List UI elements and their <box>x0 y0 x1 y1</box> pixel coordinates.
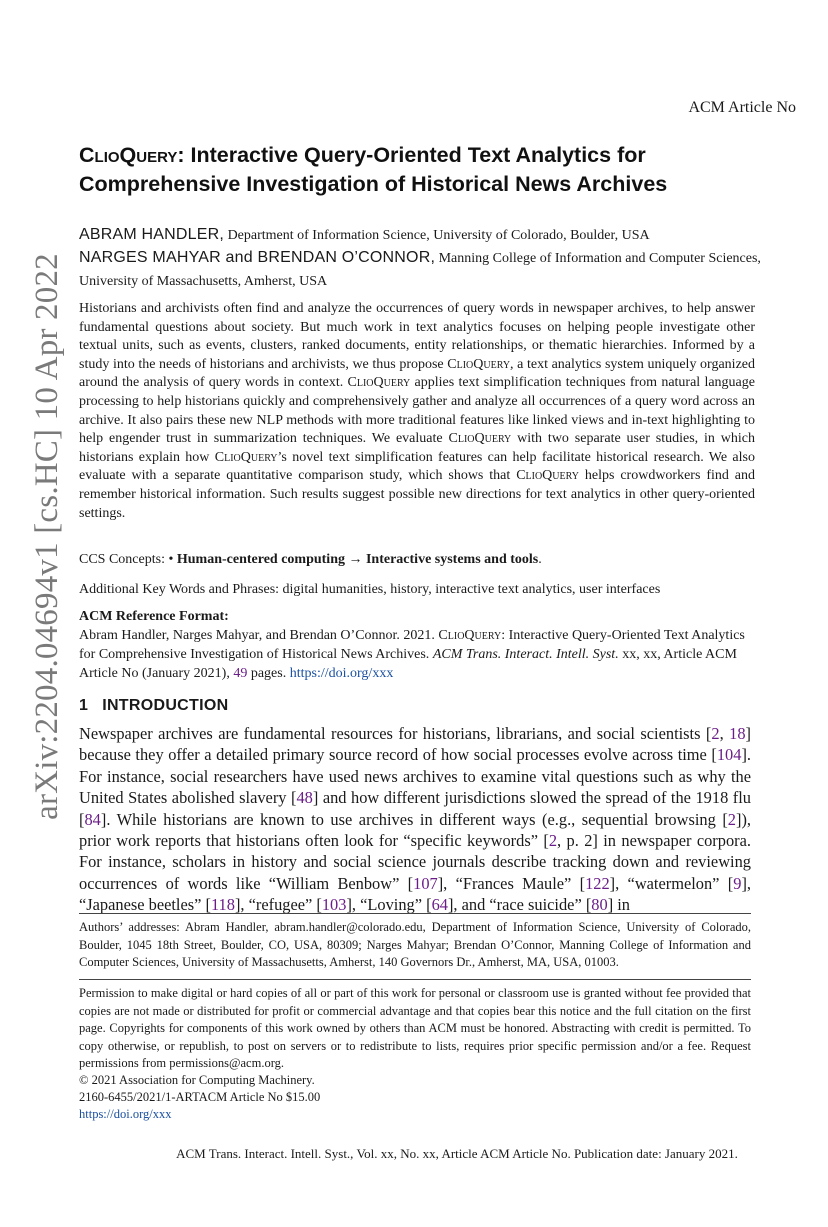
author-name: NARGES MAHYAR and BRENDAN O’CONNOR, <box>79 249 436 266</box>
system-name: ClioQuery <box>447 356 511 372</box>
author-name: ABRAM HANDLER, <box>79 226 225 243</box>
reference-format: Abram Handler, Narges Mahyar, and Brendan O’Connor. 2021. ClioQuery: Interactive Query-Oriented Text Analytics for Comprehensive Investigation of Historical News Archives. ACM Trans. Interact. Intell. Syst. xx, xx, Article ACM Article No (January 2021), 49 pages. https://doi.org/xxx <box>79 628 745 681</box>
citation-link[interactable]: 48 <box>296 788 313 808</box>
permission-notice: Permission to make digital or hard copies of all or part of this work for personal or classroom use is granted without fee provided that copies are not made or distributed for profit or commercial advantage and that copies bear this notice and the full citation on the first page. Copyrights for components of this work owned by others than ACM must be honored. Abstracting with credit is permitted. To copy otherwise, or republish, to post on servers or to redistribute to lists, requires prior specific permission and/or a fee. Request permissions from permissions@acm.org. <box>79 986 751 1071</box>
author-line-2 <box>79 246 769 293</box>
citation-link[interactable]: 9 <box>733 873 742 893</box>
citation-link[interactable]: 18 <box>729 724 746 743</box>
footer-doi-link[interactable]: https://doi.org/xxx <box>79 1107 172 1121</box>
system-name: ClioQuery <box>516 468 579 484</box>
system-name: ClioQuery <box>214 449 278 465</box>
section-heading-introduction <box>79 697 228 715</box>
citation-link[interactable]: 107 <box>413 873 438 893</box>
title-text: : Interactive Query-Oriented Text Analytics for Comprehensive Investigation of Historical News Archives <box>79 143 668 196</box>
title-system-name: ClioQuery <box>79 143 178 167</box>
system-name: ClioQuery <box>448 431 512 447</box>
arxiv-identifier-stamp: arXiv:2204.04694v1 [cs.HC] 10 Apr 2022 <box>28 252 65 820</box>
citation-link[interactable]: 118 <box>210 895 235 915</box>
system-name: ClioQuery <box>347 375 411 391</box>
authors-addresses: Authors’ addresses: Abram Handler, abram.handler@colorado.edu, Department of Information Science, University of Colorado, Boulder, 1045 18th Street, Boulder, CO, USA, 80309; Narges Mahyar; Brendan O’Connor, Manning College of Information and Computer Sciences, University of Massachusetts, Amherst, 140 Governors Dr., Amherst, MA, USA, 01003. <box>79 920 751 970</box>
citation-link[interactable]: 2 <box>727 809 736 829</box>
author-affiliation: Manning College of Information and Computer Sciences, University of Massachusetts, Amherst, USA <box>79 251 761 289</box>
running-header: ACM Article No <box>688 99 796 116</box>
citation-link[interactable]: 64 <box>431 895 448 915</box>
author-affiliation: Department of Information Science, University of Colorado, Boulder, USA <box>224 228 650 243</box>
reference-heading: ACM Reference Format: <box>79 609 229 624</box>
citation-link[interactable]: 104 <box>716 745 742 765</box>
system-name: ClioQuery <box>438 628 502 643</box>
issn-line: 2160-6455/2021/1-ARTACM Article No $15.00 <box>79 1090 321 1104</box>
permission-divider <box>79 979 751 980</box>
journal-name: ACM Trans. Interact. Intell. Syst. <box>432 647 619 662</box>
page-footer: ACM Trans. Interact. Intell. Syst., Vol. xx, No. xx, Article ACM Article No. Publication date: January 2021. <box>176 1146 738 1161</box>
author-line-1 <box>79 223 769 247</box>
section-title: INTRODUCTION <box>102 697 229 714</box>
ccs-concepts: CCS Concepts: • Human-centered computing → Interactive systems and tools. <box>79 552 542 567</box>
paper-title <box>79 141 779 199</box>
pages-link[interactable]: 49 <box>233 666 248 681</box>
footnote-divider <box>79 913 751 914</box>
citation-link[interactable]: 2 <box>548 831 558 851</box>
citation-link[interactable]: 122 <box>585 873 610 893</box>
section-number: 1 <box>79 697 89 714</box>
citation-link[interactable]: 103 <box>321 895 347 915</box>
citation-link[interactable]: 80 <box>591 895 608 915</box>
citation-link[interactable]: 2 <box>711 724 720 743</box>
copyright-line: © 2021 Association for Computing Machinery. <box>79 1073 315 1087</box>
introduction-paragraph: Newspaper archives are fundamental resources for historians, librarians, and social scientists [2, 18] because they offer a detailed primary source record of how social processes evolve across time [104]. For instance, social researchers have used news archives to examine vital questions such as why the United States abolished slavery [48] and how different jurisdictions slowed the spread of the 1918 flu [84]. While historians are known to use archives in different ways (e.g., sequential browsing [2]), prior work reports that historians often look for “specific keywords” [2, p. 2] in newspaper corpora. For instance, scholars in history and social science journals describe tracking down and reviewing occurrences of words like “William Benbow” [107], “Frances Maule” [122], “watermelon” [9], “Japanese beetles” [118], “refugee” [103], “Loving” [64], and “race suicide” [80] in <box>79 724 751 915</box>
citation-link[interactable]: 84 <box>84 809 101 829</box>
doi-link[interactable]: https://doi.org/xxx <box>289 666 394 681</box>
keywords: Additional Key Words and Phrases: digital humanities, history, interactive text analytics, user interfaces <box>79 582 661 597</box>
abstract: Historians and archivists often find and analyze the occurrences of query words in newspaper archives, to help answer fundamental questions about society. But much work in text analytics focuses on helping people investigate other textual units, such as events, clusters, ranked documents, entity relationships, or thematic hierarchies. Informed by a study into the needs of historians and archivists, we thus propose ClioQuery, a text analytics system uniquely organized around the analysis of query words in context. ClioQuery applies text simplification techniques from natural language processing to help historians quickly and comprehensively gather and analyze all occurrences of a query word across an archive. It also pairs these new NLP methods with more traditional features like linked views and in-text highlighting to help engender trust in summarization techniques. We evaluate ClioQuery with two separate user studies, in which historians explain how ClioQuery’s novel text simplification features can help facilitate historical research. We also evaluate with a separate quantitative comparison study, which shows that ClioQuery helps crowdworkers find and remember historical information. Such results suggest possible new directions for text analytics in other query-oriented settings. <box>79 301 756 521</box>
